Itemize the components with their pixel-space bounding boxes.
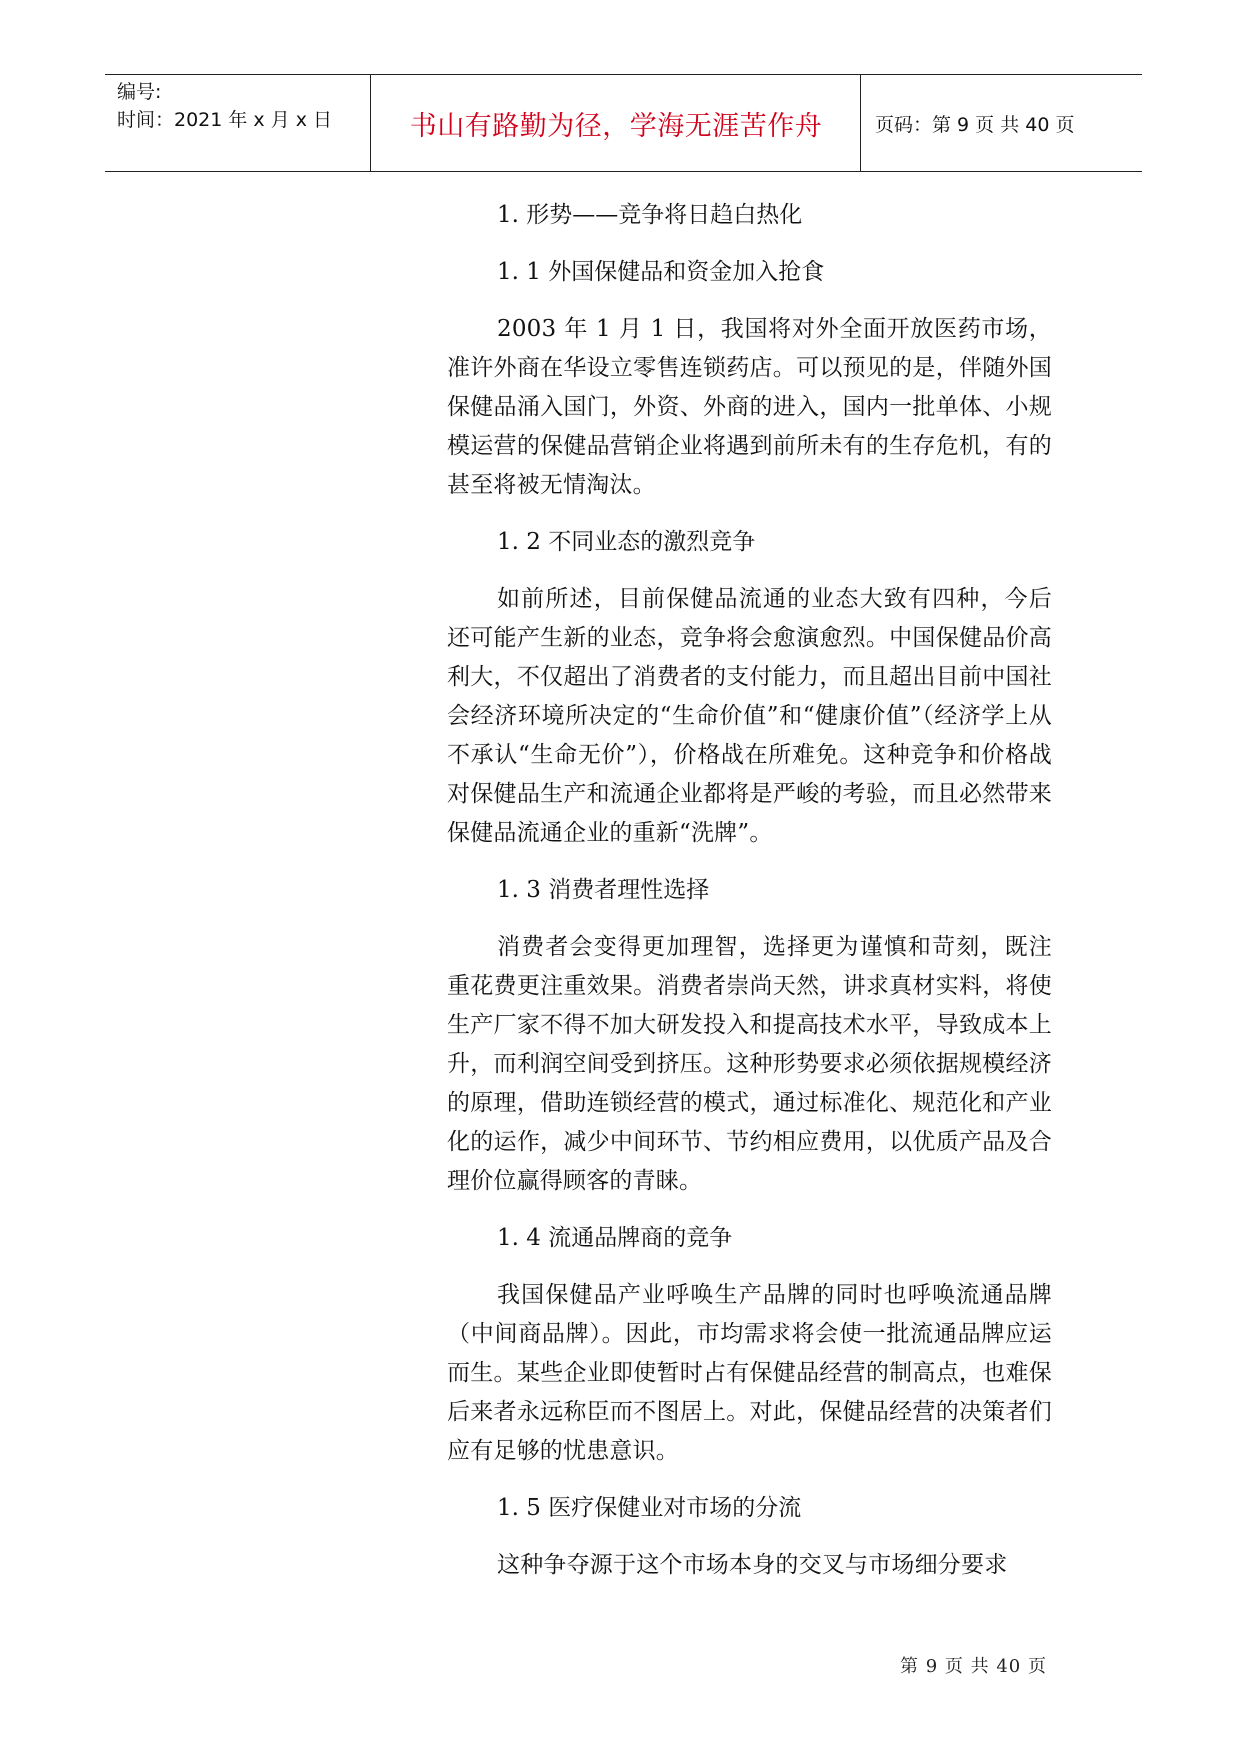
header-page-info: 页码：第 9 页 共 40 页 — [875, 113, 1075, 136]
body-paragraph: 2003 年 1 月 1 日，我国将对外全面开放医药市场，准许外商在华设立零售连锁药店。可以预见的是，伴随外国保健品涌入国门，外资、外商的进入，国内一批单体、小规模运营的保健品营销企业将遇到前所未有的生存危机，有的甚至将被无情淘汰。 — [447, 316, 1052, 498]
section-heading: 1. 2 不同业态的激烈竞争 — [497, 529, 756, 555]
header-meta — [117, 75, 365, 171]
body-paragraph: 消费者会变得更加理智，选择更为谨慎和苛刻，既注重花费更注重效果。消费者崇尚天然，讲求真材实料，将使生产厂家不得不加大研发投入和提高技术水平，导致成本上升，而利润空间受到挤压。这种形势要求必须依据规模经济的原理，借助连锁经营的模式，通过标准化、规范化和产业化的运作，减少中间环节、节约相应费用，以优质产品及合理价位赢得顾客的青睐。 — [447, 934, 1052, 1194]
section-heading: 1. 5 医疗保健业对市场的分流 — [497, 1495, 802, 1521]
page-footer: 第 9 页 共 40 页 — [900, 1656, 1047, 1677]
body-paragraph: 如前所述，目前保健品流通的业态大致有四种，今后还可能产生新的业态，竞争将会愈演愈烈。中国保健品价高利大，不仅超出了消费者的支付能力，而且超出目前中国社会经济环境所决定的“生命价值”和“健康价值”（经济学上从不承认“生命无价”），价格战在所难免。这种竞争和价格战对保健品生产和流通企业都将是严峻的考验，而且必然带来保健品流通企业的重新“洗牌”。 — [447, 586, 1052, 846]
body-paragraph: 这种争夺源于这个市场本身的交叉与市场细分要求 — [497, 1552, 1008, 1578]
time-label: 时间：2021 年 x 月 x 日 — [117, 109, 333, 131]
body-paragraph: 我国保健品产业呼唤生产品牌的同时也呼唤流通品牌（中间商品牌）。因此，市均需求将会使一批流通品牌应运而生。某些企业即使暂时占有保健品经营的制高点，也难保后来者永远称臣而不图居上。对此，保健品经营的决策者们应有足够的忧患意识。 — [447, 1282, 1052, 1464]
section-heading: 1. 1 外国保健品和资金加入抢食 — [497, 259, 825, 285]
header-divider — [370, 75, 371, 171]
header-divider — [860, 75, 861, 171]
section-heading: 1. 4 流通品牌商的竞争 — [497, 1225, 733, 1251]
header-motto: 书山有路勤为径，学海无涯苦作舟 — [409, 110, 823, 142]
code-label: 编号: — [117, 81, 162, 103]
section-heading: 1. 3 消费者理性选择 — [497, 877, 710, 903]
section-heading: 1. 形势——竞争将日趋白热化 — [497, 202, 803, 228]
document-header — [105, 74, 1142, 172]
document-body — [447, 196, 1052, 1603]
